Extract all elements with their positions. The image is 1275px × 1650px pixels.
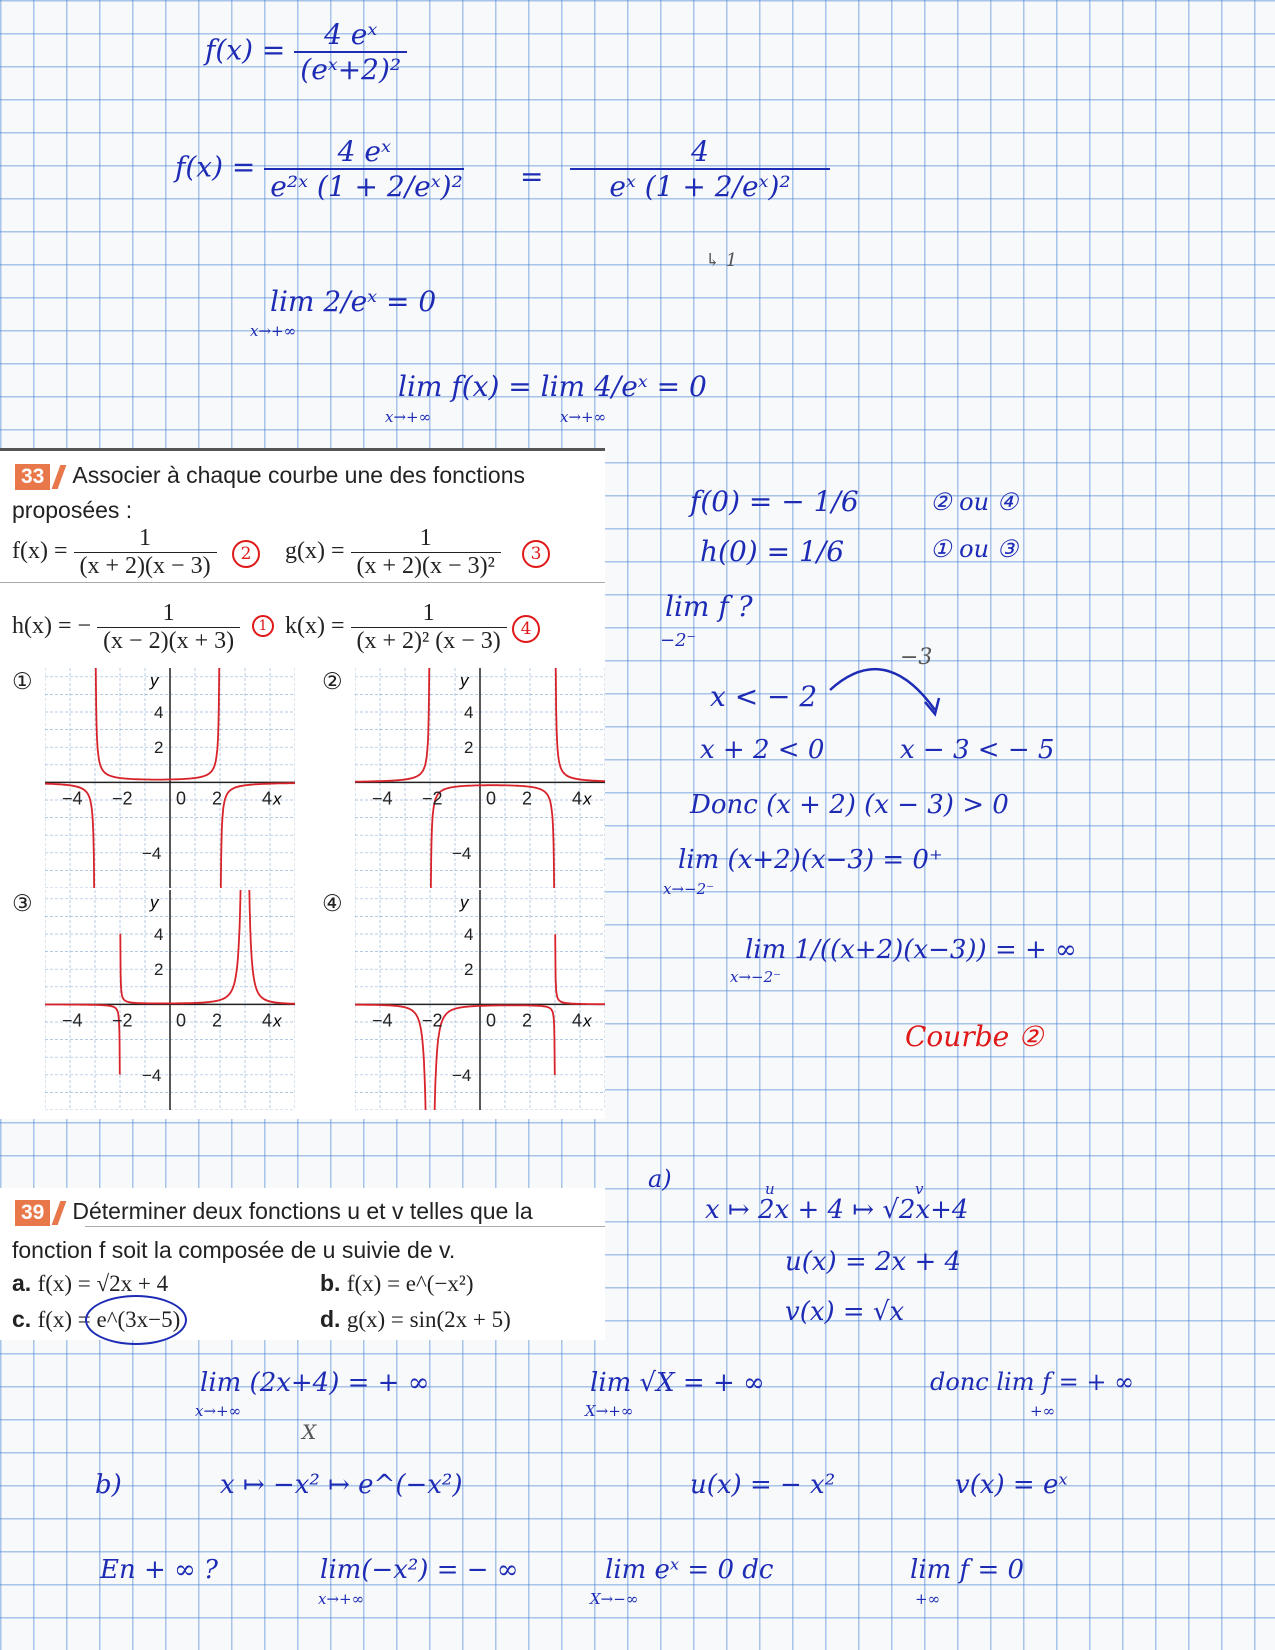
- x-tick-label: −2: [112, 788, 133, 809]
- ex39-number: 39: [15, 1200, 50, 1226]
- limit-2-over-ex-sub: x→+∞: [250, 322, 297, 340]
- x-tick-label: −4: [372, 1010, 393, 1031]
- x-tick-label: 2: [212, 1010, 223, 1031]
- f-rewrite-eq: =: [520, 160, 544, 193]
- limit-b2: lim eˣ = 0 dc: [605, 1555, 774, 1585]
- inequality-3: x − 3 < − 5: [900, 735, 1055, 765]
- u-definition: u(x) = 2x + 4: [785, 1247, 962, 1277]
- graph-1: [45, 668, 295, 888]
- en-plus-inf: En + ∞ ?: [100, 1555, 218, 1585]
- courbe-answer: Courbe ②: [905, 1020, 1044, 1053]
- x-tick-label: 2: [522, 1010, 533, 1031]
- x-tick-label: −2: [112, 1010, 133, 1031]
- y-tick-label: 4: [154, 925, 164, 944]
- x-tick-label: −4: [62, 788, 83, 809]
- graph-label-2: ②: [322, 668, 343, 694]
- x-tick-label: 4: [572, 788, 583, 809]
- limit-f-top-sub1: x→+∞: [385, 408, 432, 426]
- f-of-zero: f(0) = − 1/6: [690, 485, 859, 518]
- limit-a1-sub: x→+∞: [195, 1402, 242, 1420]
- graph-label-1: ①: [12, 668, 33, 694]
- arrow-label: −3: [900, 645, 933, 670]
- y-tick-label: 4: [464, 925, 474, 944]
- limit-b2-sub: X→−∞: [590, 1590, 639, 1608]
- limit-question-sub: −2⁻: [660, 630, 697, 651]
- x-tick-label: −4: [372, 788, 393, 809]
- ex39-c: c. f(x) = e^(3x−5): [12, 1306, 181, 1332]
- limit-b3-sub: +∞: [915, 1590, 941, 1608]
- part-a-label: a): [648, 1165, 672, 1193]
- limit-b1: lim(−x²) = − ∞: [320, 1555, 519, 1585]
- x-axis-label: x: [583, 1011, 592, 1031]
- limit-inverse-sub: x→−2⁻: [730, 968, 782, 986]
- v-definition: v(x) = √x: [785, 1297, 905, 1327]
- chain-a-u: u: [765, 1180, 775, 1198]
- ex33-number: 33: [15, 464, 50, 490]
- ex33-title: 33 Associer à chaque courbe une des fonctions: [15, 462, 525, 490]
- circle-c: [85, 1295, 187, 1345]
- graph-label-4: ④: [322, 890, 343, 916]
- limit-f-top: lim f(x) = lim 4/eˣ = 0: [398, 370, 707, 403]
- y-tick-label: −4: [452, 1065, 472, 1085]
- inequality-1: x < − 2: [710, 680, 818, 713]
- y-tick-label: 2: [464, 738, 474, 758]
- fn-k: k(x) = $\frac{1}{\text{(x + 2)² (x − 3)}}$: [285, 600, 507, 655]
- limit-a3: donc lim f = + ∞: [930, 1368, 1135, 1396]
- mark-k: 4: [512, 615, 540, 643]
- limit-question: lim f ?: [665, 590, 753, 623]
- x-tick-label: −2: [422, 1010, 443, 1031]
- mark-g: 3: [522, 540, 550, 568]
- f-definition: f(x) = $\frac{\text{4 eˣ}}{\text{(eˣ+2)²}}$: [205, 18, 407, 86]
- y-tick-label: 2: [464, 960, 474, 980]
- limit-a2-sub: X→+∞: [585, 1402, 634, 1420]
- limit-product-sub: x→−2⁻: [663, 880, 715, 898]
- x-tick-label: 0: [486, 788, 497, 809]
- x-tick-label: −4: [62, 1010, 83, 1031]
- x-tick-label: 0: [176, 1010, 187, 1031]
- mark-f: 2: [232, 540, 260, 568]
- y-tick-label: 2: [154, 960, 164, 980]
- x-axis-label: x: [583, 789, 592, 809]
- chain-b: x ↦ −x² ↦ e^(−x²): [220, 1470, 463, 1500]
- x-axis-label: x: [273, 789, 282, 809]
- limit-a2: lim √X = + ∞: [590, 1368, 765, 1398]
- done-line: Donc (x + 2) (x − 3) > 0: [690, 790, 1009, 820]
- h-of-zero-options: ① ou ③: [930, 535, 1019, 563]
- limit-2-over-ex: lim 2/eˣ = 0: [270, 285, 437, 318]
- ex39-title: 39 Déterminer deux fonctions u et v telles que la: [15, 1198, 533, 1226]
- y-tick-label: 4: [464, 703, 474, 722]
- fn-g: g(x) = $\frac{1}{\text{(x + 2)(x − 3)²}}$: [285, 525, 501, 580]
- graph-4: [355, 890, 605, 1110]
- y-axis-label: y: [460, 671, 469, 690]
- limit-b1-sub: x→+∞: [318, 1590, 365, 1608]
- part-b-label: b): [95, 1470, 122, 1500]
- x-tick-label: 0: [486, 1010, 497, 1031]
- ex39-d: d. g(x) = sin(2x + 5): [320, 1306, 511, 1332]
- limit-a1: lim (2x+4) = + ∞: [200, 1368, 430, 1398]
- y-axis-label: y: [150, 671, 159, 690]
- y-tick-label: −4: [452, 843, 472, 863]
- b-v-definition: v(x) = eˣ: [955, 1470, 1068, 1500]
- x-tick-label: 4: [262, 788, 273, 809]
- y-tick-label: 2: [154, 738, 164, 758]
- inequality-2: x + 2 < 0: [700, 735, 825, 765]
- chain-a-v: v: [915, 1180, 924, 1198]
- limit-inverse: lim 1/((x+2)(x−3)) = + ∞: [745, 935, 1077, 965]
- y-tick-label: 4: [154, 703, 164, 722]
- graph-3: [45, 890, 295, 1110]
- x-tick-label: 0: [176, 788, 187, 809]
- ex39-b: b. f(x) = e^(−x²): [320, 1270, 474, 1296]
- x-tick-label: 2: [522, 788, 533, 809]
- limit-f-top-sub2: x→+∞: [560, 408, 607, 426]
- limit-a3-sub: +∞: [1030, 1402, 1056, 1420]
- x-tick-label: 4: [262, 1010, 273, 1031]
- ex33-title2: proposées :: [12, 497, 133, 523]
- y-tick-label: −4: [142, 843, 162, 863]
- x-tick-label: 4: [572, 1010, 583, 1031]
- f-rewrite: f(x) = $\frac{\text{4 eˣ}}{\text{e²ˣ (1 + 2/eˣ)²}}$: [175, 135, 463, 203]
- y-axis-label: y: [150, 893, 159, 912]
- x-tick-label: −2: [422, 788, 443, 809]
- brace-note: ↳ 1: [705, 250, 738, 271]
- fn-f: f(x) = $\frac{1}{(x + 2)(x - 3)}$: [12, 525, 217, 580]
- y-tick-label: −4: [142, 1065, 162, 1085]
- graph-label-3: ③: [12, 890, 33, 916]
- ex39-a: a. f(x) = √2x + 4: [12, 1270, 169, 1296]
- curve-branch: [120, 890, 245, 1003]
- x-axis-label: x: [273, 1011, 282, 1031]
- limit-b3: lim f = 0: [910, 1555, 1025, 1585]
- mark-h: 1: [252, 615, 274, 637]
- ex39-title2: fonction f soit la composée de u suivie de v.: [12, 1237, 456, 1263]
- h-of-zero: h(0) = 1/6: [700, 535, 845, 568]
- limit-a1-brace: X: [302, 1420, 317, 1444]
- x-tick-label: 2: [212, 788, 223, 809]
- arrow-curve: [825, 650, 955, 720]
- y-axis-label: y: [460, 893, 469, 912]
- fn-h: h(x) = − $\frac{1}{(x - 2)(x + 3)}$: [12, 600, 240, 655]
- graph-2: [355, 668, 605, 888]
- chain-a: x ↦ 2x + 4 ↦ √2x+4: [705, 1195, 969, 1225]
- f-rewrite-2: $\frac{4}{\text{eˣ (1 + 2/eˣ)²}}$: [570, 135, 830, 203]
- b-u-definition: u(x) = − x²: [690, 1470, 836, 1500]
- f-of-zero-options: ② ou ④: [930, 488, 1019, 516]
- limit-product: lim (x+2)(x−3) = 0⁺: [678, 845, 943, 875]
